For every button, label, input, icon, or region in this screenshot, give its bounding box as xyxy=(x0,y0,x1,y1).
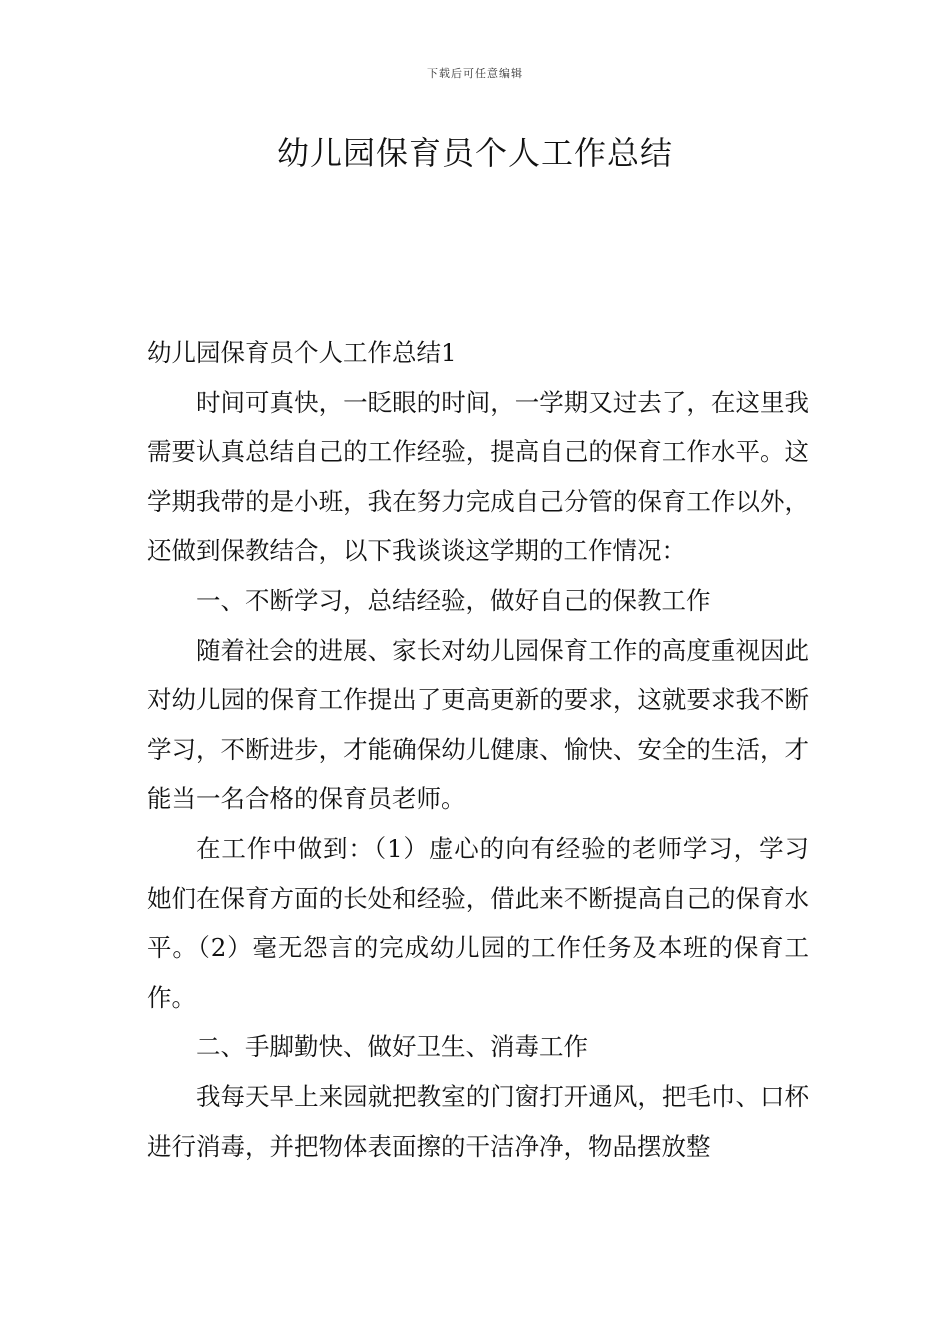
section-heading: 二、手脚勤快、做好卫生、消毒工作 xyxy=(196,1032,588,1062)
body-paragraph: 在工作中做到：（1）虚心的向有经验的老师学习，学习她们在保育方面的长处和经验，借此来不断提高自己的保育水平。（2）毫无怨言的完成幼儿园的工作任务及本班的保育工作。 xyxy=(147,833,809,1012)
document-title: 幼儿园保育员个人工作总结 xyxy=(276,134,673,172)
section-subtitle: 幼儿园保育员个人工作总结1 xyxy=(147,338,457,367)
document-body xyxy=(147,328,809,1171)
body-paragraph: 随着社会的进展、家长对幼儿园保育工作的高度重视因此对幼儿园的保育工作提出了更高更新的要求，这就要求我不断学习，不断进步，才能确保幼儿健康、愉快、安全的生活，才能当一名合格的保育员老师。 xyxy=(147,635,809,814)
body-paragraph: 时间可真快，一眨眼的时间，一学期又过去了，在这里我需要认真总结自己的工作经验，提高自己的保育工作水平。这学期我带的是小班，我在努力完成自己分管的保育工作以外，还做到保教结合，以下我谈谈这学期的工作情况： xyxy=(147,387,809,566)
body-paragraph: 我每天早上来园就把教室的门窗打开通风，把毛巾、口杯进行消毒，并把物体表面擦的干洁净净，物品摆放整 xyxy=(147,1081,809,1161)
section-heading: 一、不断学习，总结经验，做好自己的保教工作 xyxy=(196,585,711,615)
header-note: 下载后可任意编辑 xyxy=(427,67,523,80)
